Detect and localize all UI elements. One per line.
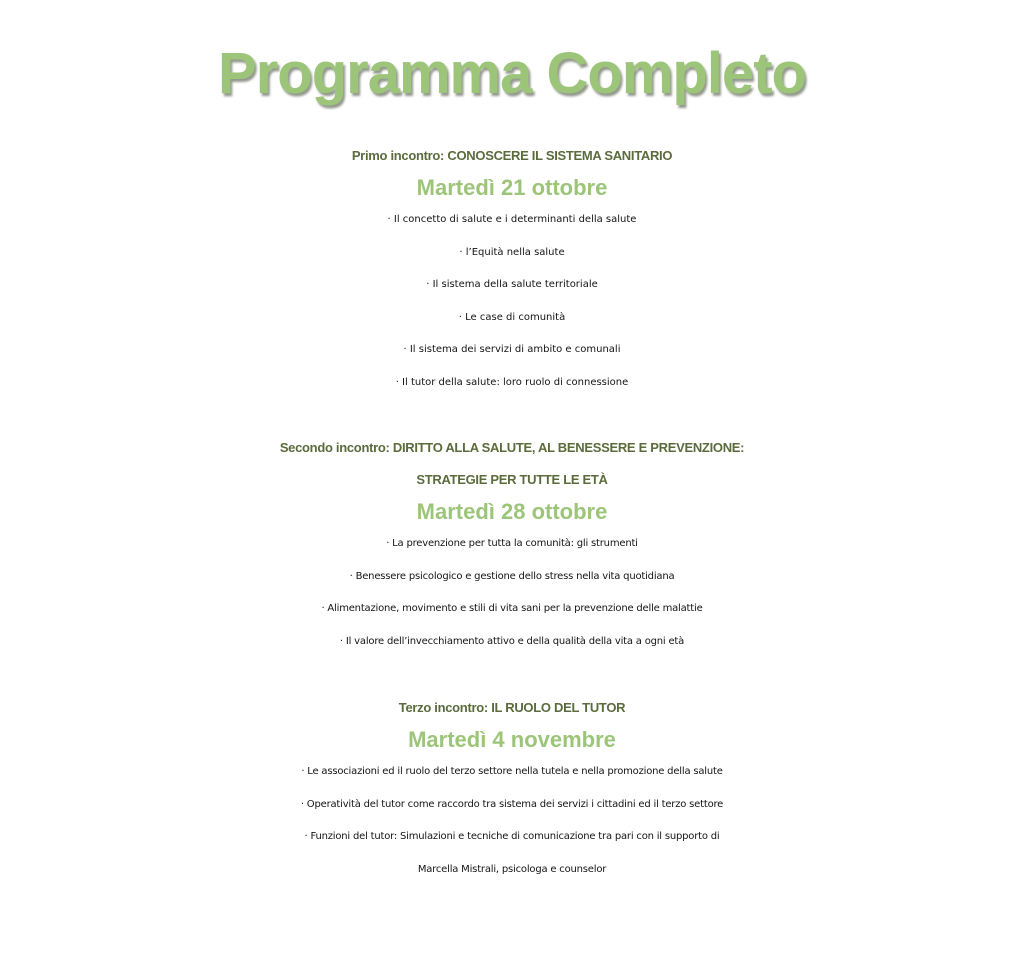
list-item: · La prevenzione per tutta la comunità: gli strumenti: [386, 538, 638, 549]
section-date: Martedì 4 novembre: [408, 727, 616, 752]
section-label: Secondo incontro:: [279, 440, 393, 455]
section-secondo-incontro: [0, 432, 1024, 658]
page-title: Programma Completo: [218, 41, 806, 106]
section-terzo-incontro: [0, 692, 1024, 886]
list-item: · Benessere psicologico e gestione dello stress nella vita quotidiana: [349, 570, 675, 582]
list-item: · Il sistema dei servizi di ambito e comunali: [403, 344, 621, 355]
list-item: · Operatività del tutor come raccordo tra sistema dei servizi i cittadini ed il terzo settore: [300, 798, 724, 810]
list-item: · Le associazioni ed il ruolo del terzo settore nella tutela e nella promozione della salute: [301, 766, 723, 777]
list-item: · Il tutor della salute: loro ruolo di connessione: [395, 376, 629, 388]
list-item: · Le case di comunità: [458, 311, 566, 323]
section-primo-incontro: [0, 140, 1024, 399]
list-item: · Funzioni del tutor: Simulazioni e tecniche di comunicazione tra pari con il supporto di: [304, 831, 720, 842]
section-date: Martedì 21 ottobre: [416, 175, 608, 200]
topic-list: [0, 756, 1024, 886]
topic-list: [0, 204, 1024, 399]
topic-list: [0, 528, 1024, 658]
section-heading: [0, 140, 1024, 172]
section-heading: [0, 692, 1024, 724]
section-label: Primo incontro:: [351, 148, 448, 163]
list-item: · Il sistema della salute territoriale: [426, 279, 598, 290]
section-label: Terzo incontro:: [398, 700, 492, 715]
section-topic: CONOSCERE IL SISTEMA SANITARIO: [447, 148, 673, 163]
section-topic: IL RUOLO DEL TUTOR: [491, 700, 626, 715]
list-item: · Il valore dell’invecchiamento attivo e della qualità della vita a ogni età: [339, 635, 685, 647]
section-topic: DIRITTO ALLA SALUTE, AL BENESSERE E PREVENZIONE:: [392, 440, 745, 455]
list-item: · Alimentazione, movimento e stili di vita sani per la prevenzione delle malattie: [321, 603, 703, 614]
list-item: · Il concetto di salute e i determinanti della salute: [387, 214, 637, 225]
section-topic-line2: STRATEGIE PER TUTTE LE ETÀ: [416, 472, 608, 487]
section-heading: [0, 432, 1024, 464]
list-item: Marcella Mistrali, psicologa e counselor: [417, 863, 607, 875]
section-date: Martedì 28 ottobre: [416, 499, 608, 524]
list-item: · l’Equità nella salute: [459, 246, 565, 258]
